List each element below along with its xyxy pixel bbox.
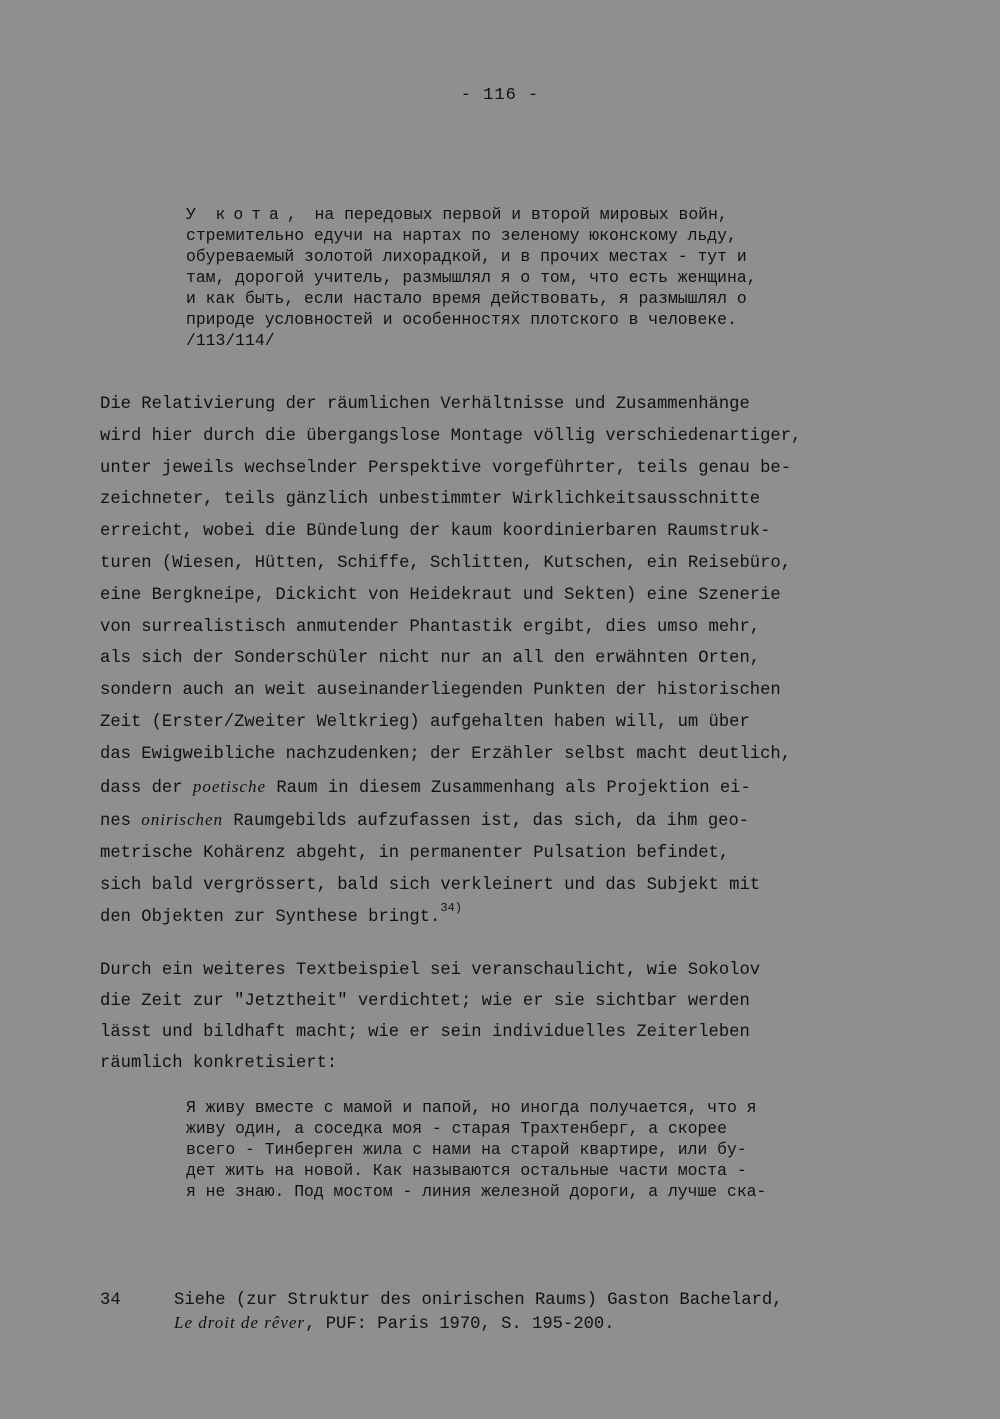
quote-line: Я живу вместе с мамой и папой, но иногда получается, что я [186,1098,757,1117]
emphasis-poetische: poetische [192,776,267,796]
text-line: sondern auch an weit auseinanderliegenden Punkten der historischen [100,681,781,701]
text-line [100,804,920,838]
text-line: unter jeweils wechselnder Perspektive vorgeführter, teils genau be- [100,458,792,478]
text-line: turen (Wiesen, Hütten, Schiffe, Schlitten, Kutschen, ein Reisebüro, [100,553,792,573]
paragraph-1 [100,389,920,934]
quote-line: природе условностей и особенностях плотского в человеке. [186,310,737,329]
quote-line: там, дорогой учитель, размышлял я о том, что есть женщина, [186,268,757,287]
quote-citation: /113/114/ [186,331,275,350]
text-line: metrische Kohärenz abgeht, in permanenter Pulsation befindet, [100,844,730,864]
text-line: räumlich konkretisiert: [100,1054,338,1073]
quote-spaced-word: кота, [215,205,305,224]
russian-quote-1 [186,204,906,351]
quote-first-word: У [186,205,196,224]
text-line: erreicht, wobei die Bündelung der kaum koordinierbaren Raumstruk- [100,522,771,542]
quote-line: дет жить на новой. Как называются остальные части моста - [186,1161,747,1180]
text-span: nes [100,812,142,832]
footnote-reference: 34) [440,900,462,915]
quote-line [186,204,906,225]
text-line [100,771,920,805]
text-line: zeichneter, teils gänzlich unbestimmter Wirklichkeitsausschnitte [100,490,761,510]
footnote-body [174,1290,934,1336]
text-span: , PUF: Paris 1970, S. 195-200. [305,1315,615,1334]
text-line: lässt und bildhaft macht; wie er sein individuelles Zeiterleben [100,1023,750,1042]
text-span: den Objekten zur Synthese bringt. [100,907,441,927]
quote-line: обуреваемый золотой лихорадкой, и в прочих местах - тут и [186,247,747,266]
text-span: Raumgebilds aufzufassen ist, das sich, da ihm geo- [223,812,750,832]
text-line: als sich der Sonderschüler nicht nur an all den erwähnten Orten, [100,649,761,669]
text-span: dass der [100,778,193,798]
page-number: - 116 - [460,86,540,105]
footnote-line [174,1312,934,1336]
text-line: von surrealistisch anmutender Phantastik ergibt, dies umso mehr, [100,617,761,637]
text-span: Raum in diesem Zusammenhang als Projektion ei- [266,778,751,798]
text-line: die Zeit zur "Jetztheit" verdichtet; wie er sie sichtbar werden [100,992,750,1011]
quote-line: живу один, а соседка моя - старая Трахтенберг, а скорее [186,1119,727,1138]
quote-line: всего - Тинберген жила с нами на старой квартире, или бу- [186,1140,747,1159]
text-line: sich bald vergrössert, bald sich verkleinert und das Subjekt mit [100,875,761,895]
russian-quote-2 [186,1097,906,1202]
text-line: eine Bergkneipe, Dickicht von Heidekraut und Sekten) eine Szenerie [100,585,781,605]
emphasis-onirischen: onirischen [141,810,224,830]
quote-line-rest: на передовых первой и второй мировых войн, [304,205,728,224]
text-line: Die Relativierung der räumlichen Verhältnisse und Zusammenhänge [100,395,750,414]
footnote-line: Siehe (zur Struktur des onirischen Raums) Gaston Bachelard, [174,1291,783,1310]
text-line [100,902,920,934]
quote-line: стремительно едучи на нартах по зеленому юконскому льду, [186,226,737,245]
text-line: das Ewigweibliche nachzudenken; der Erzähler selbst macht deutlich, [100,744,792,764]
quote-line: я не знаю. Под мостом - линия железной дороги, а лучше ска- [186,1182,767,1201]
text-line: Durch ein weiteres Textbeispiel sei veranschaulicht, wie Sokolov [100,961,761,980]
footnote-book-title: Le droit de rêver [174,1313,306,1332]
text-line: wird hier durch die übergangslose Montage völlig verschiedenartiger, [100,426,802,446]
quote-line: и как быть, если настало время действовать, я размышлял о [186,289,747,308]
paragraph-2 [100,955,920,1079]
text-line: Zeit (Erster/Zweiter Weltkrieg) aufgehalten haben will, um über [100,712,750,732]
footnote-number: 34 [100,1291,121,1310]
